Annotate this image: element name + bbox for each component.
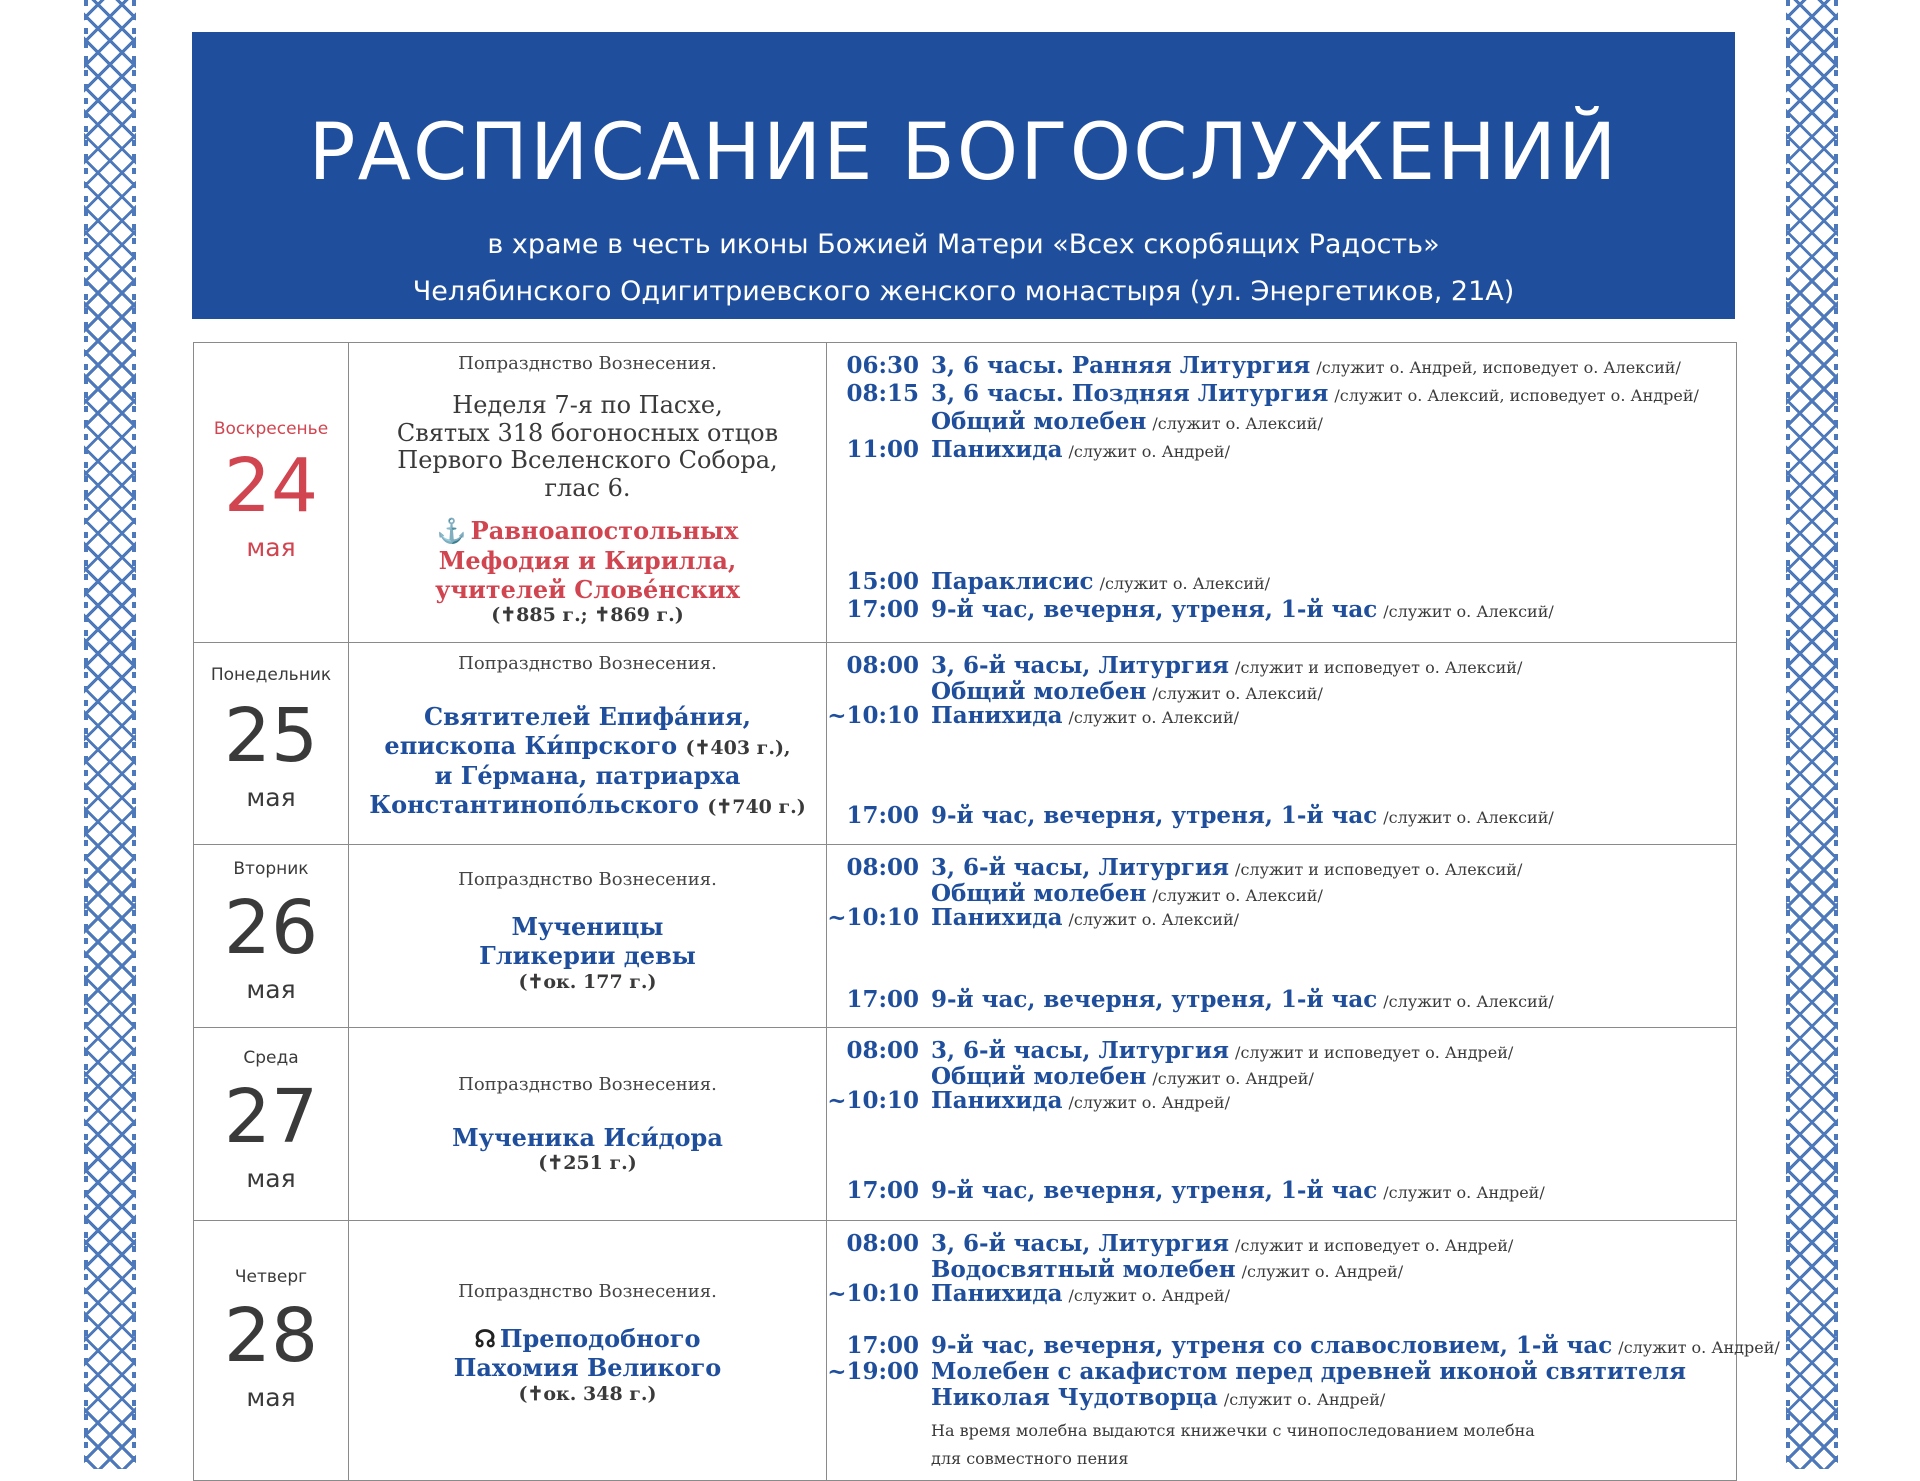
service-time: 06:30 [846, 352, 919, 379]
service-name: 3, 6-й часы, Литургия [931, 1037, 1230, 1064]
service-time: 17:00 [846, 1332, 919, 1359]
service-note: /служит о. Алексий/ [1383, 602, 1554, 621]
service-note: /служит о. Алексий/ [1383, 992, 1554, 1011]
service-note: /служит о. Андрей, исповедует о. Алексий/ [1316, 358, 1681, 377]
weekday-label: Среда [243, 1048, 299, 1068]
service-note: /служит о. Алексий/ [1152, 414, 1323, 433]
saint-years: (✝ок. 348 г.) [518, 1382, 657, 1405]
service-note: /служит о. Алексий/ [1152, 886, 1323, 905]
saint-line: Гликерии девы [479, 941, 696, 971]
service-time: ~10:10 [827, 1087, 919, 1114]
feast-cell [349, 1028, 827, 1221]
services-cell [827, 845, 1737, 1028]
schedule-table [193, 342, 1780, 1481]
service-name: Параклисис [931, 568, 1094, 595]
service-note: /служит о. Андрей/ [1068, 1286, 1230, 1305]
day-number: 27 [223, 1074, 319, 1160]
service-note: /служит о. Андрей/ [1152, 1069, 1314, 1088]
feast-line: Первого Вселенского Собора, [397, 446, 778, 475]
service-name: Молебен с акафистом перед древней иконой святителя [931, 1358, 1686, 1385]
table-row [194, 1221, 1737, 1481]
service-entry [827, 803, 1736, 831]
anchor-icon: ⚓ [436, 516, 467, 546]
date-cell [194, 643, 349, 845]
service-name: 9-й час, вечерня, утреня, 1-й час [931, 802, 1378, 829]
saint-line: Константинопо́льского [369, 789, 699, 819]
service-name: Общий молебен [931, 1063, 1147, 1090]
table-row [194, 1028, 1737, 1221]
service-entry [827, 569, 1736, 597]
saint-years: (✝251 г.) [538, 1152, 637, 1175]
service-note: /служит о. Андрей/ [1618, 1338, 1780, 1357]
service-note: /служит и исповедует о. Алексий/ [1235, 658, 1523, 677]
service-entry [827, 1178, 1736, 1206]
feast-cell [349, 1221, 827, 1481]
service-time: 08:00 [846, 1230, 919, 1257]
service-entry [827, 381, 1736, 409]
table-row [194, 845, 1737, 1028]
service-name: 3, 6-й часы, Литургия [931, 652, 1230, 679]
feast-cell [349, 643, 827, 845]
date-cell [194, 845, 349, 1028]
service-entry [827, 1231, 1736, 1259]
service-name: 3, 6 часы. Поздняя Литургия [931, 380, 1329, 407]
service-name: Общий молебен [931, 408, 1147, 435]
feast-line: глас 6. [544, 473, 631, 502]
service-entry [827, 855, 1736, 883]
service-entry [827, 1359, 1736, 1387]
saint-line: учителей Слове́нских [435, 574, 740, 604]
saint-line: Пахомия Великого [453, 1353, 722, 1383]
service-entry [827, 1038, 1736, 1066]
service-note: /служит и исповедует о. Андрей/ [1235, 1236, 1514, 1255]
services-cell [827, 1221, 1780, 1481]
service-time: 08:00 [846, 652, 919, 679]
service-name: Общий молебен [931, 880, 1147, 907]
service-name: 9-й час, вечерня, утреня со славословием, 1-й час [931, 1332, 1613, 1359]
service-entry [827, 653, 1736, 681]
month-label: мая [246, 783, 296, 812]
service-entry [827, 1385, 1736, 1413]
forefeast-label: Попразднство Вознесения. [458, 353, 717, 374]
date-cell [194, 1028, 349, 1221]
service-notice-line: На время молебна выдаются книжечки с чинопоследованием молебна [931, 1421, 1535, 1440]
service-name: Панихида [931, 436, 1063, 463]
service-time: 17:00 [846, 802, 919, 829]
service-entry [827, 437, 1736, 465]
service-note: /служит о. Алексий, исповедует о. Андрей/ [1334, 386, 1699, 405]
monastery-subtitle: Челябинского Одигитриевского женского монастыря (ул. Энергетиков, 21А) [412, 276, 1515, 307]
service-note: /служит о. Андрей/ [1241, 1262, 1404, 1281]
saint-line: епископа Ки́прского [384, 731, 678, 761]
day-number: 24 [223, 443, 319, 529]
saint-line: Равноапостольных [470, 516, 739, 546]
weekday-label: Вторник [233, 859, 309, 879]
service-name: Общий молебен [931, 678, 1147, 705]
service-entry [827, 409, 1736, 437]
date-cell [194, 343, 349, 643]
service-name: 3, 6-й часы, Литургия [931, 854, 1230, 881]
month-label: мая [246, 1383, 296, 1412]
service-time: ~19:00 [827, 1358, 919, 1385]
forefeast-label: Попразднство Вознесения. [458, 1281, 717, 1302]
service-entry [827, 1088, 1736, 1116]
saint-years: (✝403 г.), [685, 737, 791, 760]
service-note: /служит о. Алексий/ [1152, 684, 1323, 703]
saint-years: (✝740 г.) [707, 795, 806, 818]
saint-line: Мученика Иси́дора [452, 1123, 723, 1152]
service-notice-line: для совместного пения [931, 1449, 1129, 1468]
feast-cell [349, 343, 827, 643]
service-time: 08:15 [846, 380, 919, 407]
service-note: /служит о. Андрей/ [1068, 442, 1230, 461]
church-subtitle: в храме в честь иконы Божией Матери «Всех скорбящих Радость» [487, 229, 1440, 260]
month-label: мая [246, 975, 296, 1004]
day-number: 26 [223, 885, 319, 971]
month-label: мая [246, 533, 296, 562]
service-name: 3, 6-й часы, Литургия [931, 1230, 1230, 1257]
service-name: 9-й час, вечерня, утреня, 1-й час [931, 596, 1378, 623]
day-number: 25 [223, 693, 319, 779]
feast-line: Святых 318 богоносных отцов [396, 418, 779, 447]
service-note: /служит о. Алексий/ [1099, 574, 1271, 593]
services-cell [827, 1028, 1737, 1221]
service-name: Панихида [931, 702, 1063, 729]
saint-line: и Ге́рмана, патриарха [434, 760, 741, 790]
service-note: /служит и исповедует о. Алексий/ [1235, 860, 1523, 879]
service-entry [827, 1332, 1780, 1361]
service-time: 11:00 [846, 436, 919, 463]
table-row [194, 643, 1737, 845]
service-entry [827, 703, 1736, 731]
table-row [194, 343, 1737, 643]
service-name: 3, 6 часы. Ранняя Литургия [931, 352, 1311, 379]
saint-years: (✝885 г.; ✝869 г.) [491, 604, 684, 627]
service-note: /служит о. Андрей/ [1223, 1390, 1386, 1409]
saint-line: Святителей Епифа́ния, [424, 702, 751, 731]
feast-cell [349, 845, 827, 1028]
service-note: /служит о. Алексий/ [1068, 910, 1240, 929]
saint-line: Преподобного [499, 1324, 701, 1353]
service-entry [827, 905, 1736, 933]
service-time: ~10:10 [827, 904, 919, 931]
day-number: 28 [223, 1293, 319, 1379]
service-time: 15:00 [846, 568, 919, 595]
service-entry [827, 1281, 1736, 1309]
service-entry [827, 353, 1736, 381]
service-name: 9-й час, вечерня, утреня, 1-й час [931, 1177, 1378, 1204]
services-cell [827, 643, 1737, 845]
service-note: /служит о. Алексий/ [1068, 708, 1240, 727]
saint-years: (✝ок. 177 г.) [518, 970, 657, 993]
service-entry [827, 987, 1736, 1015]
weekday-label: Четверг [234, 1267, 308, 1287]
service-time: 17:00 [846, 986, 919, 1013]
service-entry [827, 597, 1736, 625]
service-time: 08:00 [846, 854, 919, 881]
weekday-label: Воскресенье [213, 419, 329, 439]
month-label: мая [246, 1164, 296, 1193]
service-time: 17:00 [846, 1177, 919, 1204]
page-title: РАСПИСАНИЕ БОГОСЛУЖЕНИЙ [308, 108, 1619, 198]
service-note: /служит о. Алексий/ [1383, 808, 1554, 827]
service-name: 9-й час, вечерня, утреня, 1-й час [931, 986, 1378, 1013]
service-name: Панихида [931, 1280, 1063, 1307]
service-time: 17:00 [846, 596, 919, 623]
service-note: /служит и исповедует о. Андрей/ [1235, 1043, 1514, 1062]
saint-line: Мученицы [511, 912, 664, 941]
services-cell [827, 343, 1737, 643]
service-time: ~10:10 [827, 1280, 919, 1307]
feast-rank-icon: ☊ [474, 1324, 496, 1353]
service-note: /служит о. Андрей/ [1068, 1093, 1230, 1112]
right-ornament-border [1786, 0, 1838, 1469]
left-ornament-border [84, 0, 136, 1469]
forefeast-label: Попразднство Вознесения. [458, 869, 717, 890]
service-name: Николая Чудотворца [931, 1384, 1218, 1411]
header-banner [192, 32, 1735, 319]
service-name: Водосвятный молебен [931, 1256, 1236, 1283]
service-time: 08:00 [846, 1037, 919, 1064]
date-cell [194, 1221, 349, 1481]
weekday-label: Понедельник [210, 665, 332, 685]
service-note: /служит о. Андрей/ [1383, 1183, 1545, 1202]
feast-line: Неделя 7-я по Пасхе, [452, 391, 723, 419]
saint-line: Мефодия и Кирилла, [438, 545, 737, 575]
forefeast-label: Попразднство Вознесения. [458, 653, 717, 674]
service-name: Панихида [931, 904, 1063, 931]
service-time: ~10:10 [827, 702, 919, 729]
forefeast-label: Попразднство Вознесения. [458, 1074, 717, 1095]
service-name: Панихида [931, 1087, 1063, 1114]
